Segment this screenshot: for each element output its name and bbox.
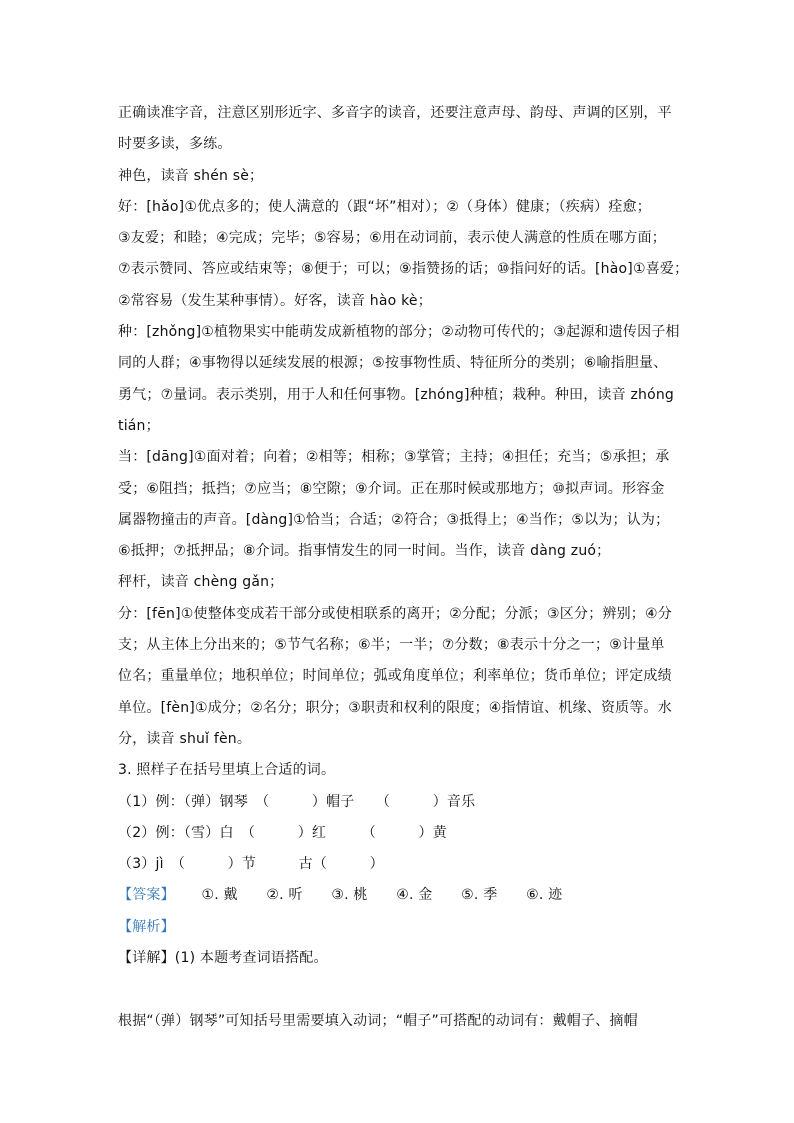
question-item: （1）例：（弹）钢琴 （ ）帽子 （ ）音乐 xyxy=(118,793,476,810)
document-page xyxy=(118,98,689,1037)
question-item: （2）例：（雪）白 （ ）红 （ ）黄 xyxy=(118,824,447,841)
answer-item: ⑥. 迹 xyxy=(526,887,563,904)
text-line: 支；从主体上分出来的；⑤节气名称；⑥半；一半；⑦分数；⑧表示十分之一；⑨计量单 xyxy=(118,637,665,654)
detail-line: 【详解】(1) 本题考查词语搭配。 xyxy=(118,950,328,967)
question-item: （3）jì （ ）节 古（ ） xyxy=(118,856,384,873)
text-line: 勇气；⑦量词。表示类别，用于人和任何事物。[zhóng]种植；栽种。种田，读音 zhóng xyxy=(118,386,675,403)
text-line: ②常容易（发生某种事情）。好客，读音 hào kè； xyxy=(118,292,432,309)
text-line: 单位。[fèn]①成分；②名分；职分；③职责和权利的限度；④指情谊、机缘、资质等。水 xyxy=(118,699,672,716)
answer-tag: 【答案】 xyxy=(118,887,175,904)
text-line: 同的人群；④事物得以延续发展的根源；⑤按事物性质、特征所分的类别；⑥喻指胆量、 xyxy=(118,355,668,372)
text-line: 时要多读，多练。 xyxy=(118,136,232,153)
text-line: 根据“（弹）钢琴”可知括号里需要填入动词；“帽子”可搭配的动词有：戴帽子、摘帽 xyxy=(118,1012,638,1029)
text-line: 分：[fēn]①使整体变成若干部分或使相联系的离开；②分配；分派；③区分；辨别；④分 xyxy=(118,605,672,622)
text-line: 位名；重量单位；地积单位；时间单位；弧或角度单位；利率单位；货币单位；评定成绩 xyxy=(118,668,672,685)
text-line: ⑥抵押；⑦抵押品；⑧介词。指事情发生的同一时间。当作，读音 dàng zuó； xyxy=(118,543,611,560)
text-line: 当：[dāng]①面对着；向着；②相等；相称；③掌管；主持；④担任；充当；⑤承担；承 xyxy=(118,449,670,466)
analysis-tag: 【解析】 xyxy=(118,918,175,935)
answer-item: ②. 听 xyxy=(266,887,303,904)
blank-line xyxy=(118,974,674,1005)
text-line: 正确读准字音，注意区别形近字、多音字的读音，还要注意声母、韵母、声调的区别，平 xyxy=(118,105,672,121)
text-line: ③友爱；和睦；④完成；完毕；⑤容易；⑥用在动词前，表示使人满意的性质在哪方面； xyxy=(118,230,667,247)
answer-item: ④. 金 xyxy=(396,887,433,904)
text-line: 秤杆，读音 chèng gǎn； xyxy=(118,574,284,591)
answer-row xyxy=(118,880,674,911)
text-line: 属器物撞击的声音。[dàng]①恰当；合适；②符合；③抵得上；④当作；⑤以为；认为； xyxy=(118,511,670,528)
answer-item: ⑤. 季 xyxy=(461,887,498,904)
text-line: 种：[zhǒng]①植物果实中能萌发成新植物的部分；②动物可传代的；③起源和遗传因子相 xyxy=(118,324,680,341)
answer-item: ①. 戴 xyxy=(201,887,238,904)
question-title: 3. 照样子在括号里填上合适的词。 xyxy=(118,762,336,779)
text-line: tián； xyxy=(118,417,160,434)
answer-item: ③. 桃 xyxy=(331,887,368,904)
text-line: 好：[hǎo]①优点多的；使人满意的（跟“坏”相对）；②（身体）健康；（疾病）痊愈； xyxy=(118,198,651,215)
text-line: 神色，读音 shén sè； xyxy=(118,167,264,184)
text-line: ⑦表示赞同、答应或结束等；⑧便于；可以；⑨指赞扬的话；⑩指问好的话。[hào]①喜爱； xyxy=(118,261,689,278)
text-line: 分，读音 shuǐ fèn。 xyxy=(118,730,252,747)
text-line: 受；⑥阻挡；抵挡；⑦应当；⑧空隙；⑨介词。正在那时候或那地方；⑩拟声词。形容金 xyxy=(118,480,665,497)
